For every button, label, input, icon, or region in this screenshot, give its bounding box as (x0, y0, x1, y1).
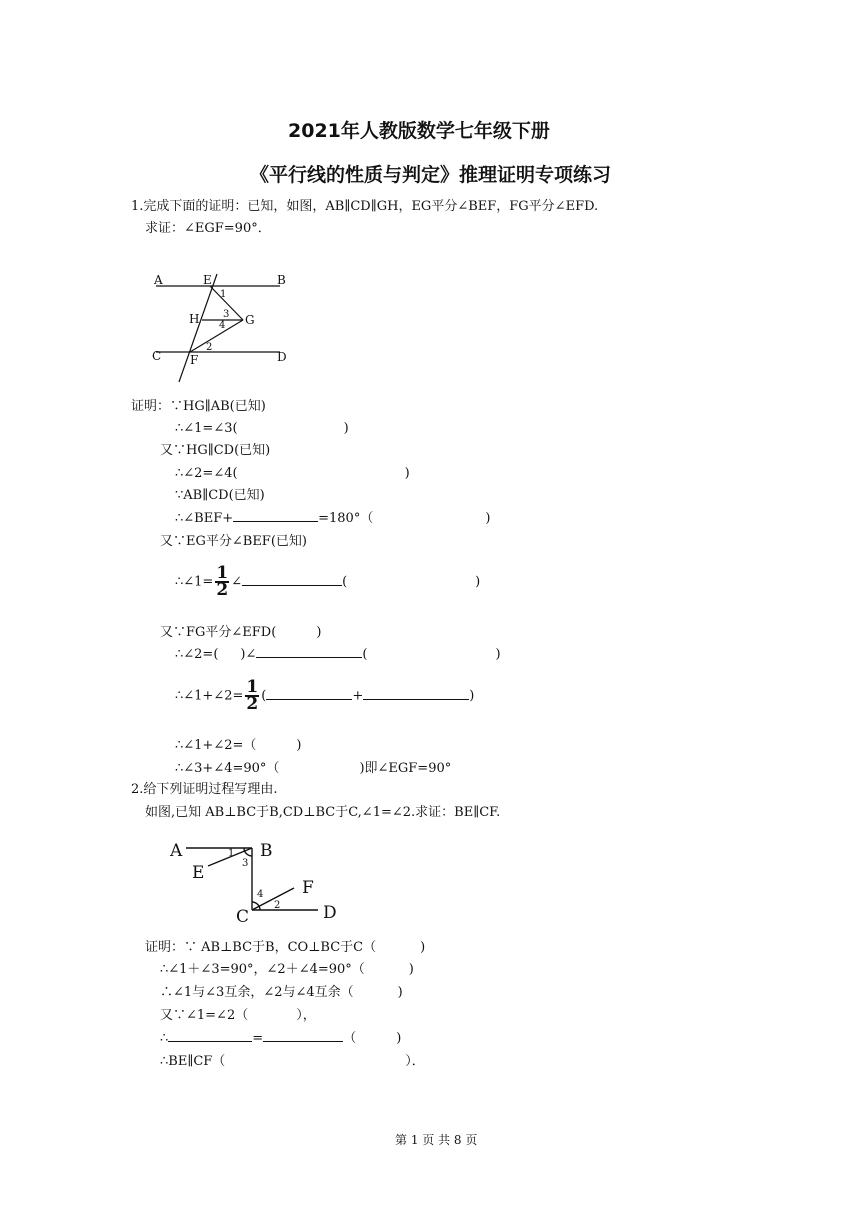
fraction-half: $\frac{1}{2}$ (216, 563, 229, 600)
q1-proof-line5: ∵AB∥CD(已知) (175, 488, 265, 503)
q1-figure (150, 268, 295, 388)
page-subtitle: 《平行线的性质与判定》推理证明专项练习 (250, 164, 612, 186)
q2-figure (168, 836, 348, 926)
label-h: H (189, 312, 200, 326)
q1-goal: 求证：∠EGF=90°． (145, 221, 271, 236)
label-b: B (260, 841, 273, 861)
q2-proof-line5: ∴ = （ ) (160, 1031, 402, 1046)
q1-proof-line4: ∴∠2=∠4( ) (175, 466, 410, 481)
q1-proof-line8: ∴∠1= $\frac{1}{2}$ ∠ ( ) (175, 563, 481, 600)
q1-proof-line11: ∴∠1+∠2= $\frac{1}{2}$ ( + ) (175, 677, 475, 714)
label-e: E (192, 863, 205, 883)
q1-proof-line13: ∴∠3+∠4=90°（ )即∠EGF=90° (175, 761, 452, 776)
q2-proof-line2: ∴∠1＋∠3=90°，∠2＋∠4=90°（ ) (160, 962, 414, 977)
q2-prompt: 2.给下列证明过程写理由. (131, 782, 278, 797)
q1-proof-line3: 又∵HG∥CD(已知) (160, 443, 271, 458)
angle-3-label: 3 (223, 309, 230, 320)
q1-prompt: 1.完成下面的证明：已知，如图，AB∥CD∥GH，EG平分∠BEF，FG平分∠EFD. (131, 199, 599, 214)
page-footer: 第 1 页 共 8 页 (395, 1133, 478, 1147)
angle-2-label: 2 (206, 342, 213, 353)
label-d: D (277, 350, 287, 364)
label-c: C (152, 349, 162, 363)
fraction-half: $\frac{1}{2}$ (246, 677, 259, 714)
angle-4-label: 4 (219, 320, 226, 331)
page-title: 2021年人教版数学七年级下册 (288, 120, 550, 142)
angle-1-label: 1 (220, 289, 227, 300)
q2-proof-line3: ∴∠1与∠3互余，∠2与∠4互余（ ) (160, 985, 403, 1000)
label-f: F (302, 878, 314, 898)
label-b: B (277, 273, 286, 287)
q2-given: 如图,已知 AB⊥BC于B,CD⊥BC于C,∠1=∠2.求证：BE∥CF. (145, 805, 501, 820)
q2-proof-line6: ∴BE∥CF（ ）． (160, 1054, 425, 1069)
label-d: D (323, 903, 337, 923)
angle-2-label: 2 (274, 900, 281, 911)
label-f: F (190, 353, 199, 367)
q1-proof-line1: 证明：∵HG∥AB(已知) (131, 399, 266, 414)
angle-1-label: 1 (228, 848, 235, 859)
q1-proof-line2: ∴∠1=∠3( ) (175, 421, 349, 436)
q2-proof-line4: 又∵∠1=∠2（ ）， (160, 1008, 316, 1023)
label-e: E (203, 273, 212, 287)
q1-proof-line7: 又∵EG平分∠BEF(已知) (160, 534, 307, 549)
angle-4-label: 4 (257, 889, 264, 900)
q2-proof-line1: 证明：∵ AB⊥BC于B，CO⊥BC于C（ ) (145, 940, 426, 955)
label-a: A (154, 273, 163, 287)
q1-proof-line9: 又∵FG平分∠EFD( ) (160, 625, 322, 640)
q1-proof-line10: ∴∠2=( )∠ ( ) (175, 647, 501, 662)
label-g: G (245, 313, 255, 327)
angle-3-label: 3 (242, 858, 249, 869)
q1-proof-line6: ∴∠BEF+ =180°（ ) (175, 511, 491, 526)
label-a: A (170, 841, 183, 861)
label-c: C (236, 907, 250, 926)
q1-proof-line12: ∴∠1+∠2=（ ) (175, 738, 302, 753)
